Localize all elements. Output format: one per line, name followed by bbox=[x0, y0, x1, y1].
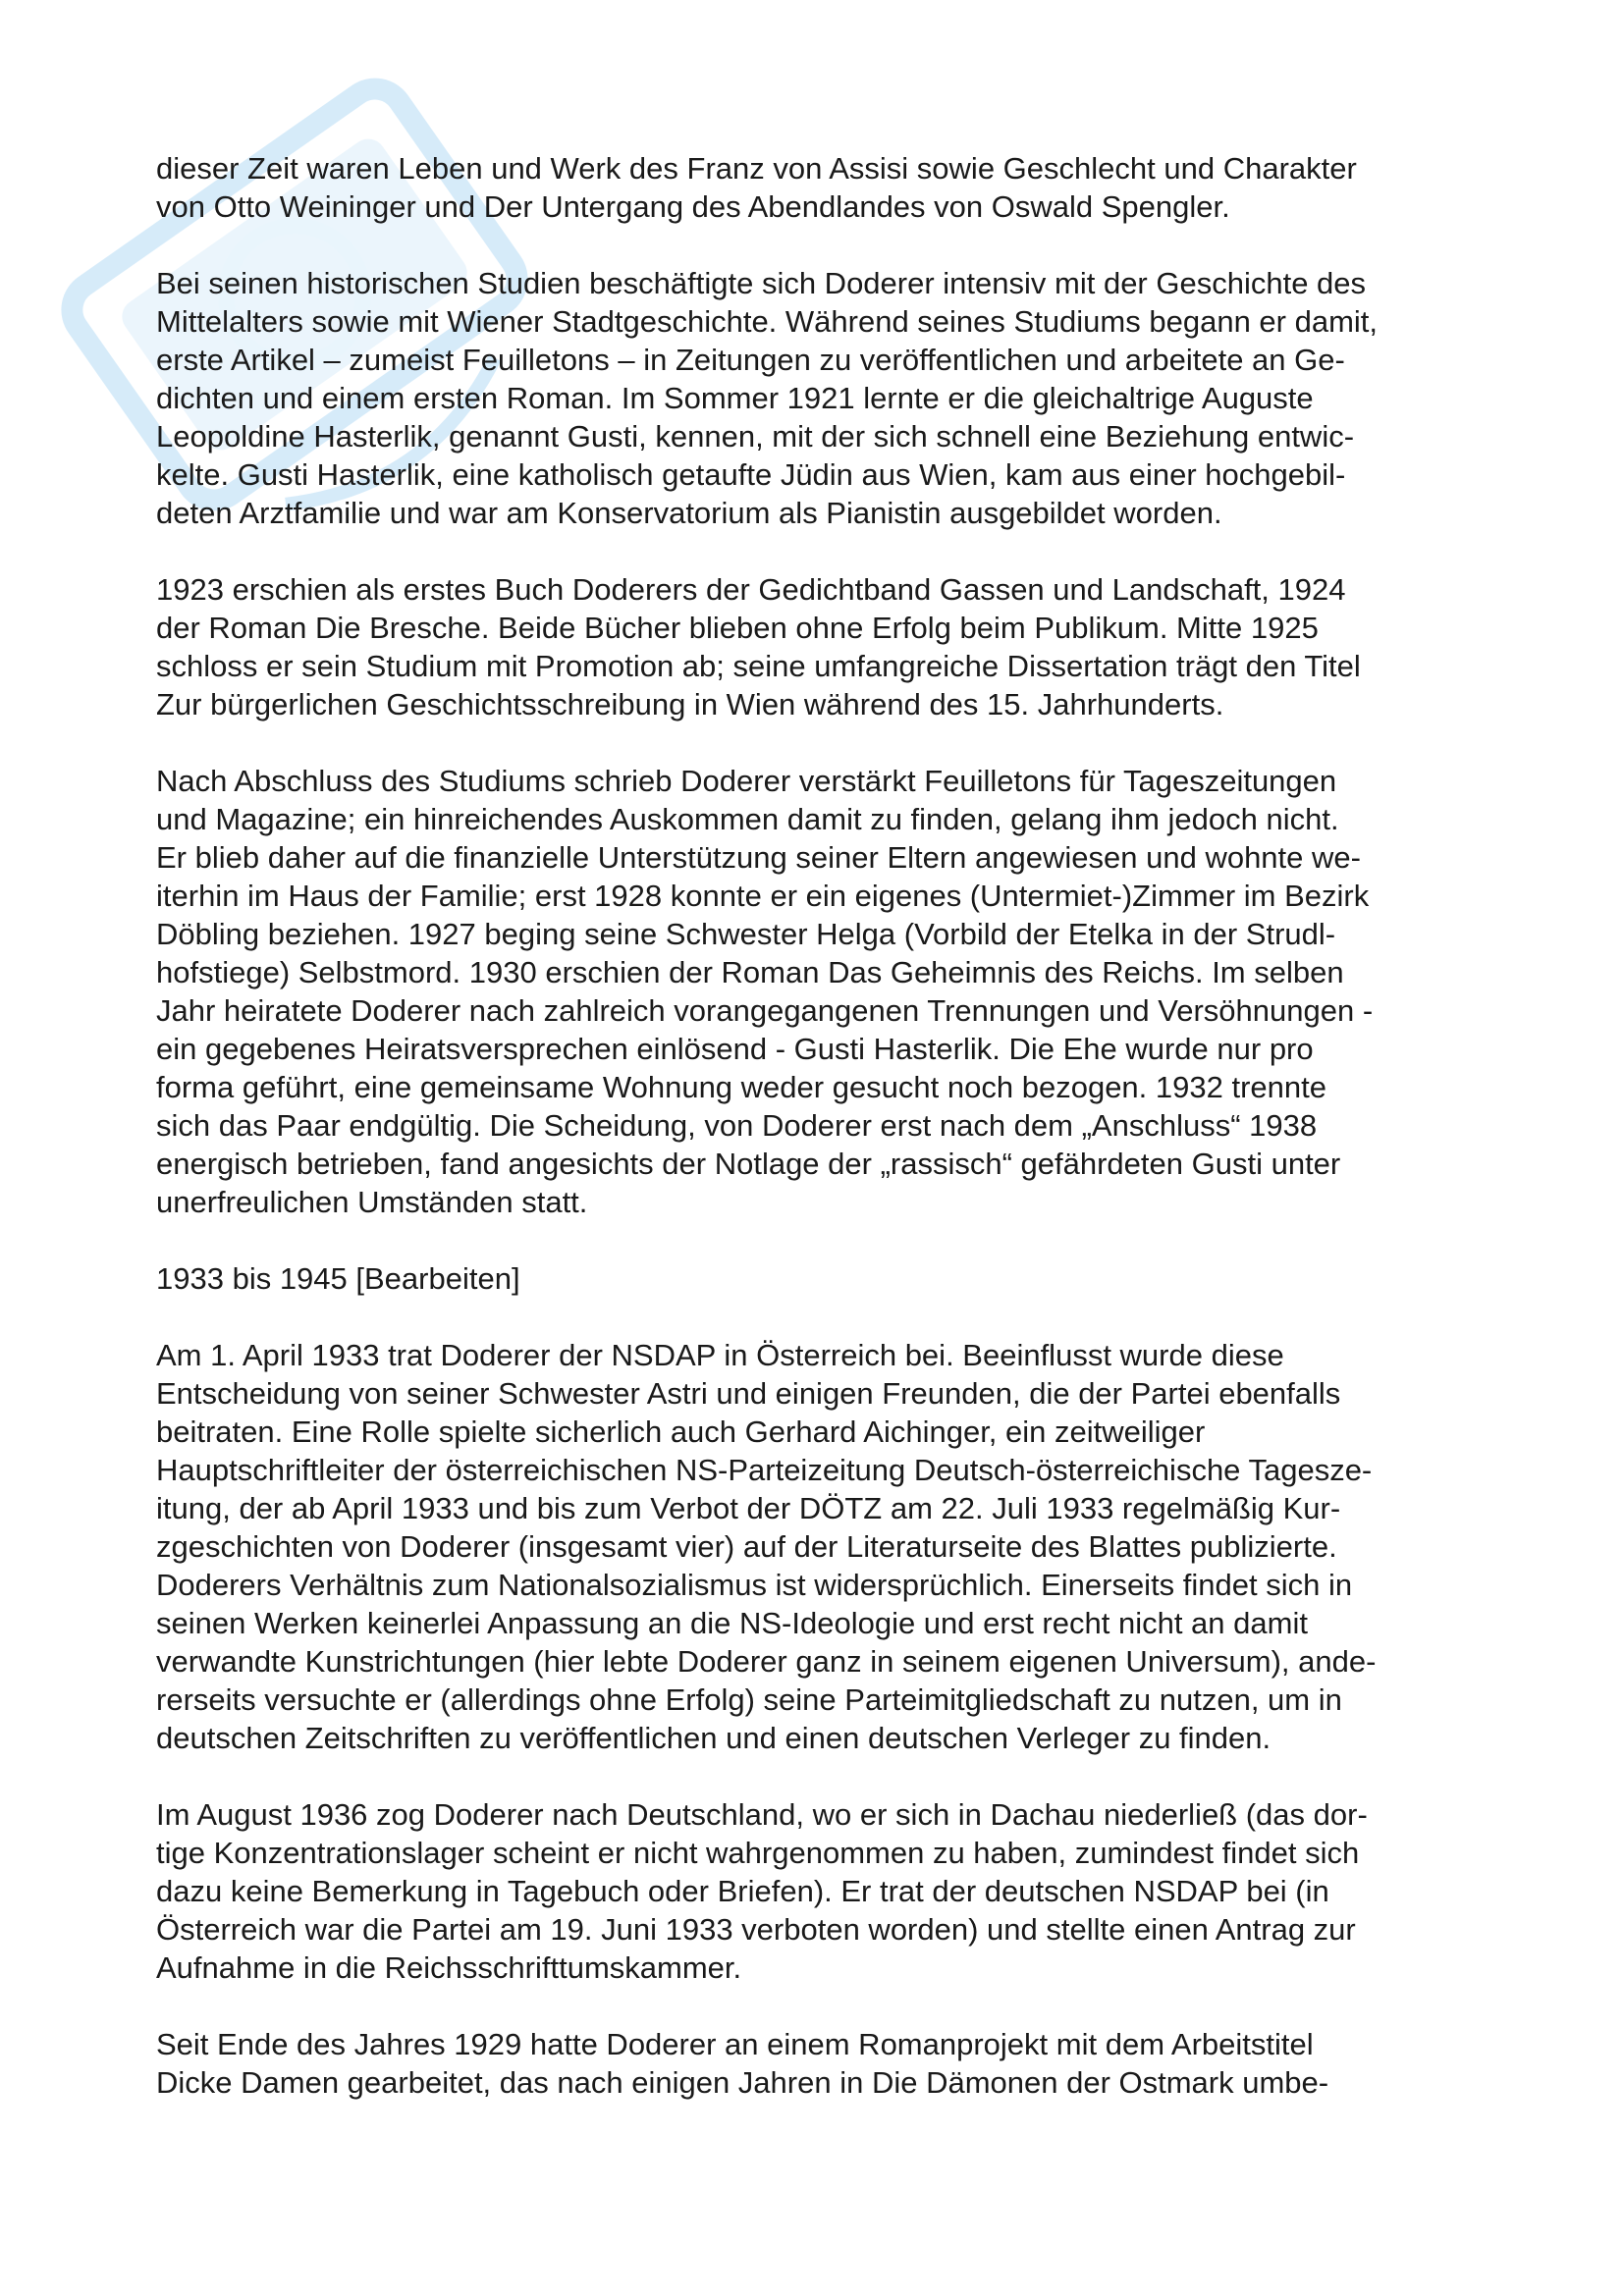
paragraph bbox=[156, 1336, 1482, 1757]
text-line: hofstiege) Selbstmord. 1930 erschien der Roman Das Geheimnis des Reichs. Im selben bbox=[156, 955, 1344, 989]
text-line: Jahr heiratete Doderer nach zahlreich vorangegangenen Trennungen und Versöhnungen - bbox=[156, 993, 1374, 1028]
text-line: Hauptschriftleiter der österreichischen NS-Parteizeitung Deutsch-österreichische Tagesze- bbox=[156, 1453, 1373, 1487]
paragraph bbox=[156, 2025, 1482, 2102]
text-line: dichten und einem ersten Roman. Im Sommer 1921 lernte er die gleichaltrige Auguste bbox=[156, 381, 1314, 415]
section-heading: 1933 bis 1945 [Bearbeiten] bbox=[156, 1261, 520, 1296]
paragraph bbox=[156, 570, 1482, 723]
text-line: energisch betrieben, fand angesichts der Notlage der „rassisch“ gefährdeten Gusti unter bbox=[156, 1147, 1341, 1181]
text-line: Er blieb daher auf die finanzielle Unterstützung seiner Eltern angewiesen und wohnte we- bbox=[156, 840, 1361, 875]
text-line: Nach Abschluss des Studiums schrieb Doderer verstärkt Feuilletons für Tageszeitungen bbox=[156, 764, 1337, 798]
text-line: von Otto Weininger und Der Untergang des Abendlandes von Oswald Spengler. bbox=[156, 189, 1230, 224]
text-line: schloss er sein Studium mit Promotion ab; seine umfangreiche Dissertation trägt den Titel bbox=[156, 649, 1361, 683]
text-line: Leopoldine Hasterlik, genannt Gusti, kennen, mit der sich schnell eine Beziehung entwic- bbox=[156, 419, 1355, 454]
text-line: der Roman Die Bresche. Beide Bücher blieben ohne Erfolg beim Publikum. Mitte 1925 bbox=[156, 611, 1319, 645]
text-line: Döbling beziehen. 1927 beging seine Schwester Helga (Vorbild der Etelka in der Strudl- bbox=[156, 917, 1336, 951]
text-line: deutschen Zeitschriften zu veröffentlichen und einen deutschen Verleger zu finden. bbox=[156, 1721, 1271, 1755]
text-line: deten Arztfamilie und war am Konservatorium als Pianistin ausgebildet worden. bbox=[156, 496, 1222, 530]
text-line: Mittelalters sowie mit Wiener Stadtgeschichte. Während seines Studiums begann er damit, bbox=[156, 304, 1379, 339]
text-line: und Magazine; ein hinreichendes Auskommen damit zu finden, gelang ihm jedoch nicht. bbox=[156, 802, 1339, 836]
text-line: iterhin im Haus der Familie; erst 1928 konnte er ein eigenes (Untermiet-)Zimmer im Bezirk bbox=[156, 879, 1370, 913]
text-line: seinen Werken keinerlei Anpassung an die NS-Ideologie und erst recht nicht an damit bbox=[156, 1606, 1308, 1640]
text-line: tige Konzentrationslager scheint er nicht wahrgenommen zu haben, zumindest findet sich bbox=[156, 1836, 1360, 1870]
text-line: Österreich war die Partei am 19. Juni 1933 verboten worden) und stellte einen Antrag zur bbox=[156, 1912, 1356, 1947]
text-line: Am 1. April 1933 trat Doderer der NSDAP in Österreich bei. Beeinflusst wurde diese bbox=[156, 1338, 1284, 1372]
text-line: rerseits versuchte er (allerdings ohne Erfolg) seine Parteimitgliedschaft zu nutzen, um in bbox=[156, 1682, 1342, 1717]
paragraph bbox=[156, 1795, 1482, 1987]
text-line: erste Artikel – zumeist Feuilletons – in Zeitungen zu veröffentlichen und arbeitete an Ge- bbox=[156, 343, 1345, 377]
text-line: Seit Ende des Jahres 1929 hatte Doderer an einem Romanprojekt mit dem Arbeitstitel bbox=[156, 2027, 1314, 2061]
text-line: Entscheidung von seiner Schwester Astri und einigen Freunden, die der Partei ebenfalls bbox=[156, 1376, 1341, 1411]
text-line: Aufnahme in die Reichsschrifttumskammer. bbox=[156, 1950, 742, 1985]
paragraph bbox=[156, 762, 1482, 1221]
text-line: Doderers Verhältnis zum Nationalsozialismus ist widersprüchlich. Einerseits findet sich in bbox=[156, 1568, 1353, 1602]
text-line: sich das Paar endgültig. Die Scheidung, von Doderer erst nach dem „Anschluss“ 1938 bbox=[156, 1108, 1318, 1143]
text-line: dieser Zeit waren Leben und Werk des Franz von Assisi sowie Geschlecht und Charakter bbox=[156, 151, 1357, 186]
text-line: Dicke Damen gearbeitet, das nach einigen Jahren in Die Dämonen der Ostmark umbe- bbox=[156, 2065, 1329, 2100]
text-line: dazu keine Bemerkung in Tagebuch oder Briefen). Er trat der deutschen NSDAP bei (in bbox=[156, 1874, 1329, 1908]
paragraph bbox=[156, 264, 1482, 532]
text-line: itung, der ab April 1933 und bis zum Verbot der DÖTZ am 22. Juli 1933 regelmäßig Kur- bbox=[156, 1491, 1341, 1525]
text-line: beitraten. Eine Rolle spielte sicherlich auch Gerhard Aichinger, ein zeitweiliger bbox=[156, 1415, 1206, 1449]
text-line: Zur bürgerlichen Geschichtsschreibung in Wien während des 15. Jahrhunderts. bbox=[156, 687, 1224, 721]
text-line: Bei seinen historischen Studien beschäftigte sich Doderer intensiv mit der Geschichte des bbox=[156, 266, 1367, 300]
paragraph bbox=[156, 149, 1482, 226]
text-line: Im August 1936 zog Doderer nach Deutschland, wo er sich in Dachau niederließ (das dor- bbox=[156, 1797, 1368, 1832]
text-line: 1923 erschien als erstes Buch Doderers der Gedichtband Gassen und Landschaft, 1924 bbox=[156, 572, 1346, 607]
text-line: forma geführt, eine gemeinsame Wohnung weder gesucht noch bezogen. 1932 trennte bbox=[156, 1070, 1326, 1104]
text-line: zgeschichten von Doderer (insgesamt vier) auf der Literaturseite des Blattes publizierte. bbox=[156, 1529, 1337, 1564]
text-line: kelte. Gusti Hasterlik, eine katholisch getaufte Jüdin aus Wien, kam aus einer hochgebil- bbox=[156, 457, 1346, 492]
text-line: unerfreulichen Umständen statt. bbox=[156, 1185, 588, 1219]
document-body bbox=[156, 149, 1482, 2140]
text-line: verwandte Kunstrichtungen (hier lebte Doderer ganz in seinem eigenen Universum), ande- bbox=[156, 1644, 1377, 1679]
text-line: ein gegebenes Heiratsversprechen einlösend - Gusti Hasterlik. Die Ehe wurde nur pro bbox=[156, 1032, 1314, 1066]
